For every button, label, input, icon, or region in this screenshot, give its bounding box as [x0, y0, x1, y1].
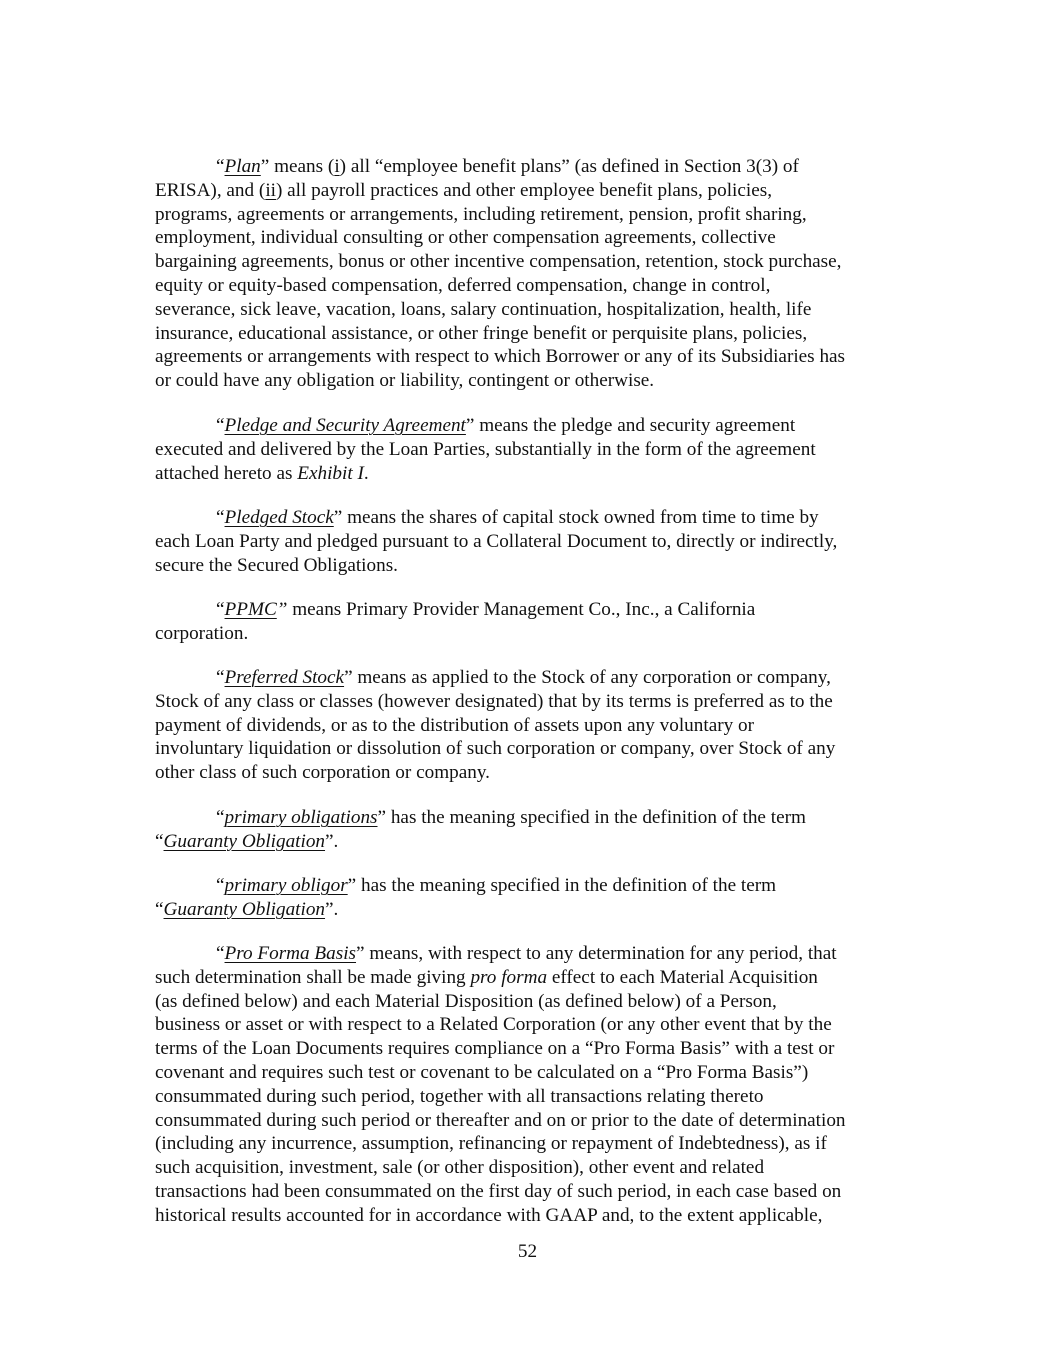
- text-line: severance, sick leave, vacation, loans, salary continuation, hospitalization, health, life: [155, 298, 812, 320]
- defined-term: Pro Forma Basis: [224, 943, 357, 964]
- defined-term: Pledged Stock: [224, 507, 334, 528]
- text-line: “Pledged Stock” means the shares of capital stock owned from time to time by: [216, 507, 819, 528]
- text-line: transactions had been consummated on the first day of such period, in each case based on: [155, 1180, 842, 1202]
- italic-text: pro forma: [470, 966, 548, 988]
- defined-term: Guaranty Obligation: [163, 830, 326, 852]
- text-line: “primary obligor” has the meaning specified in the definition of the term: [216, 875, 777, 896]
- text-line: consummated during such period or thereafter and on or prior to the date of determination: [155, 1109, 846, 1131]
- text-line: terms of the Loan Documents requires compliance on a “Pro Forma Basis” with a test or: [155, 1038, 835, 1060]
- text-line: “Pro Forma Basis” means, with respect to any determination for any period, that: [216, 943, 837, 964]
- defined-term: Pledge and Security Agreement: [224, 415, 466, 436]
- text-line: “Plan” means (i) all “employee benefit plans” (as defined in Section 3(3) of: [216, 156, 799, 177]
- defined-term: Plan: [224, 156, 261, 177]
- text-line: or could have any obligation or liability, contingent or otherwise.: [155, 370, 655, 392]
- text-line: executed and delivered by the Loan Parties, substantially in the form of the agreement: [155, 438, 816, 460]
- definition-plan: [155, 155, 905, 393]
- text-line: each Loan Party and pledged pursuant to a Collateral Document to, directly or indirectly,: [155, 530, 838, 552]
- definition-pledge-and-security-agreement: [155, 414, 905, 485]
- text-line: secure the Secured Obligations.: [155, 554, 398, 576]
- text-line: equity or equity-based compensation, deferred compensation, change in control,: [155, 274, 771, 296]
- definition-primary-obligations: [155, 806, 905, 854]
- text-line: historical results accounted for in accordance with GAAP and, to the extent applicable,: [155, 1204, 823, 1226]
- text-line: “primary obligations” has the meaning specified in the definition of the term: [216, 807, 806, 828]
- definition-pledged-stock: [155, 506, 905, 577]
- defined-term: Preferred Stock: [224, 667, 345, 688]
- text-line: bargaining agreements, bonus or other incentive compensation, retention, stock purchase,: [155, 251, 842, 273]
- text-line: corporation.: [155, 622, 249, 644]
- text-line: “Guaranty Obligation”.: [155, 898, 339, 920]
- text-line: payment of dividends, or as to the distribution of assets upon any voluntary or: [155, 714, 754, 736]
- defined-term: PPMC: [224, 599, 277, 620]
- text-line: “Pledge and Security Agreement” means the pledge and security agreement: [216, 415, 796, 436]
- text-line: agreements or arrangements with respect to which Borrower or any of its Subsidiaries has: [155, 346, 846, 368]
- text-line: business or asset or with respect to a Related Corporation (or any other event that by the: [155, 1014, 832, 1036]
- definition-ppmc: [155, 598, 905, 646]
- text-line: (including any incurrence, assumption, refinancing or repayment of Indebtedness), as if: [155, 1133, 827, 1155]
- text-line: such determination shall be made giving pro forma effect to each Material Acquisition: [155, 966, 818, 988]
- defined-term: primary obligor: [224, 875, 348, 896]
- text-line: involuntary liquidation or dissolution of such corporation or company, over Stock of any: [155, 738, 836, 760]
- text-line: “Guaranty Obligation”.: [155, 830, 339, 852]
- text-line: employment, individual consulting or other compensation agreements, collective: [155, 227, 776, 249]
- text-line: other class of such corporation or company.: [155, 762, 490, 784]
- text-line: programs, agreements or arrangements, including retirement, pension, profit sharing,: [155, 203, 807, 225]
- text-line: covenant and requires such test or covenant to be calculated on a “Pro Forma Basis”): [155, 1061, 809, 1083]
- text-line: “Preferred Stock” means as applied to the Stock of any corporation or company,: [216, 667, 831, 688]
- italic-text: ”: [276, 599, 288, 620]
- text-line: such acquisition, investment, sale (or other disposition), other event and related: [155, 1157, 765, 1179]
- text-line: consummated during such period, together with all transactions relating thereto: [155, 1085, 764, 1107]
- page-number: 52: [517, 1241, 538, 1262]
- definition-primary-obligor: [155, 874, 905, 922]
- underlined-text: i: [334, 156, 340, 177]
- text-line: ERISA), and (ii) all payroll practices and other employee benefit plans, policies,: [155, 179, 773, 201]
- text-line: (as defined below) and each Material Disposition (as defined below) of a Person,: [155, 990, 777, 1012]
- definition-pro-forma-basis: [155, 942, 905, 1228]
- text-line: Stock of any class or classes (however designated) that by its terms is preferred as to the: [155, 690, 833, 712]
- underlined-text: ii: [265, 179, 276, 201]
- defined-term: Guaranty Obligation: [163, 898, 326, 920]
- text-line: “PPMC” means Primary Provider Management Co., Inc., a California: [216, 599, 756, 620]
- text-line: attached hereto as Exhibit I.: [155, 462, 369, 484]
- definition-preferred-stock: [155, 666, 905, 785]
- italic-text: Exhibit I: [297, 462, 364, 484]
- defined-term: primary obligations: [224, 807, 378, 828]
- text-line: insurance, educational assistance, or other fringe benefit or perquisite plans, policies,: [155, 322, 808, 344]
